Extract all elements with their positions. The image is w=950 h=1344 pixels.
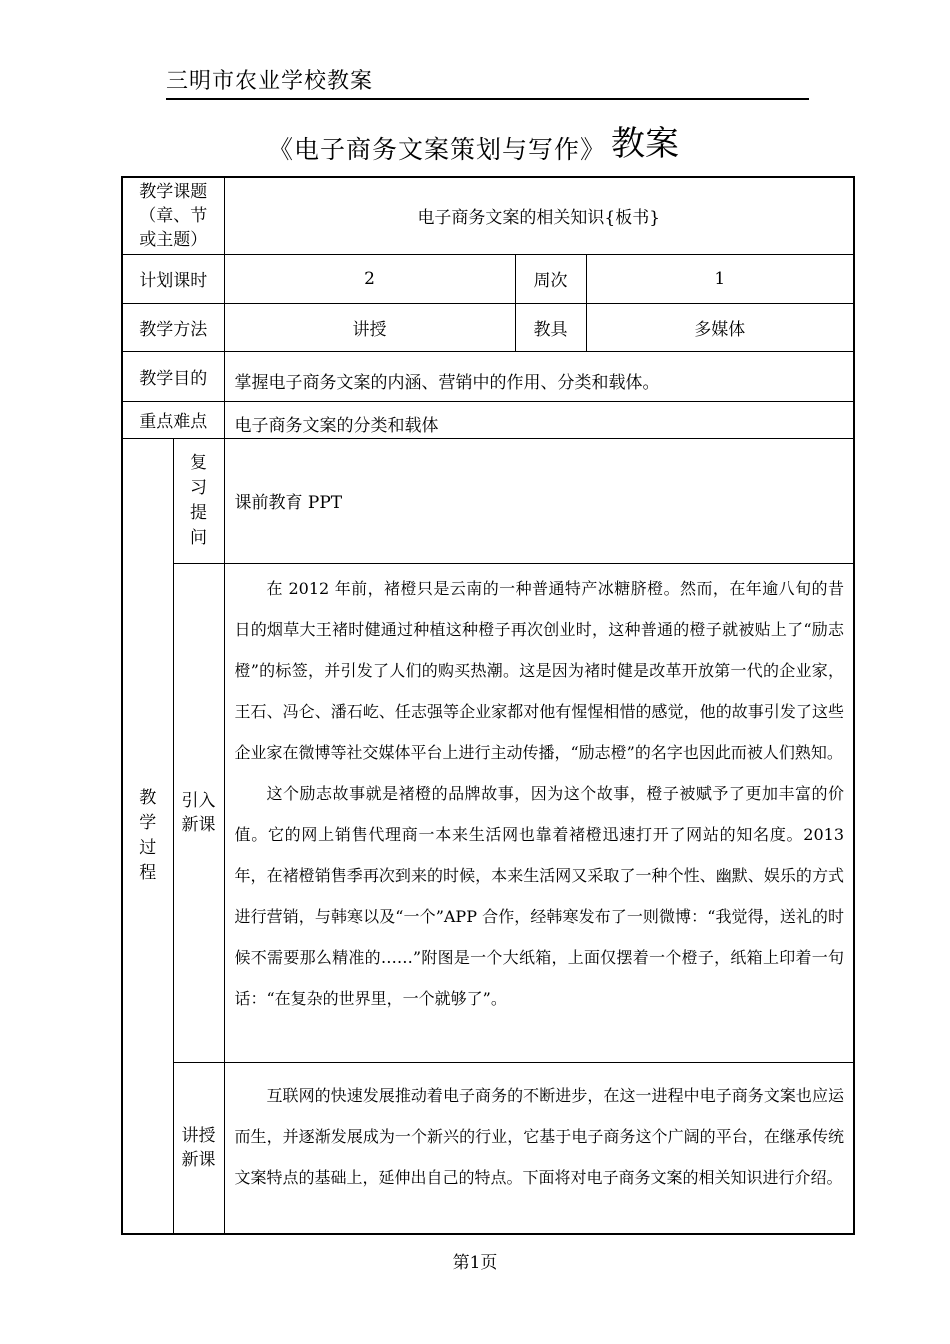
document-title-suffix: 教案 <box>611 124 679 164</box>
method-row <box>122 303 854 351</box>
intro-paragraph: 在 2012 年前，褚橙只是云南的一种普通特产冰糖脐橙。然而，在年逾八旬的昔日的烟草大王褚时健通过种植这种橙子再次创业时，这种普通的橙子就被贴上了“励志橙”的标签，并引发了人们的购买热潮。这是因为褚时健是改革开放第一代的企业家，王石、冯仑、潘石屹、任志强等企业家都对他有惺惺相惜的感觉，他的故事引发了这些企业家在微博等社交媒体平台上进行主动传播，“励志橙”的名字也因此而被人们熟知。 <box>234 578 845 762</box>
key-points-label: 重点难点 <box>122 401 224 438</box>
review-content: 课前教育 PPT <box>224 438 854 563</box>
hours-label: 计划课时 <box>122 254 224 303</box>
lecture-paragraph: 互联网的快速发展推动着电子商务的不断进步，在这一进程中电子商务文案也应运而生，并逐渐发展成为一个新兴的行业，它基于电子商务这个广阔的平台，在继承传统文案特点的基础上，延伸出自己的特点。下面将对电子商务文案的相关知识进行介绍。 <box>234 1085 845 1187</box>
topic-label-line2: （章、节 <box>139 205 208 226</box>
page-number: 第1页 <box>452 1253 498 1273</box>
review-label-char: 问 <box>190 527 207 548</box>
intro-row <box>122 563 854 1062</box>
header-divider <box>166 98 809 100</box>
tools-label: 教具 <box>515 303 586 351</box>
topic-label-line1: 教学课题 <box>139 181 208 202</box>
lecture-label-line1: 讲授 <box>181 1125 216 1146</box>
method-label: 教学方法 <box>122 303 224 351</box>
review-label-char: 复 <box>190 452 207 473</box>
lecture-row <box>122 1062 854 1234</box>
objective-row <box>122 351 854 401</box>
review-label-char: 提 <box>190 502 207 523</box>
review-label-char: 习 <box>190 477 207 498</box>
intro-label <box>173 563 224 1062</box>
week-value: 1 <box>586 254 854 303</box>
intro-paragraph: 这个励志故事就是褚橙的品牌故事，因为这个故事，橙子被赋予了更加丰富的价值。它的网上销售代理商一本来生活网也靠着褚橙迅速打开了网站的知名度。2013 年，在褚橙销售季再次到来的时候，本来生活网又采取了一种个性、幽默、娱乐的方式进行营销，与韩寒以及“一个”APP 合作，经韩寒发布了一则微博：“我觉得，送礼的时候不需要那么精准的……”附图是一个大纸箱，上面仅摆着一个橙子，纸箱上印着一句话：“在复杂的世界里，一个就够了”。 <box>234 783 845 1008</box>
review-row <box>122 438 854 563</box>
key-points-value: 电子商务文案的分类和载体 <box>224 401 854 438</box>
process-label-char: 学 <box>139 812 157 833</box>
week-label: 周次 <box>515 254 586 303</box>
review-label <box>173 438 224 563</box>
process-label-char: 程 <box>139 862 157 883</box>
lecture-label <box>173 1062 224 1234</box>
process-label-char: 过 <box>139 837 157 858</box>
intro-content <box>224 563 854 1062</box>
lecture-label-line2: 新课 <box>181 1149 216 1170</box>
document-title: 《电子商务文案策划与写作》 <box>268 135 607 164</box>
key-points-row <box>122 401 854 438</box>
process-label-char: 教 <box>139 787 157 808</box>
hours-row <box>122 254 854 303</box>
topic-label-line3: 或主题） <box>139 229 208 250</box>
tools-value: 多媒体 <box>586 303 854 351</box>
process-label <box>122 438 173 1234</box>
topic-label <box>122 177 224 254</box>
method-value: 讲授 <box>224 303 515 351</box>
intro-label-line1: 引入 <box>181 790 216 811</box>
topic-row <box>122 177 854 254</box>
school-header-title: 三明市农业学校教案 <box>166 69 374 94</box>
lesson-plan-table <box>121 176 855 1235</box>
objective-value: 掌握电子商务文案的内涵、营销中的作用、分类和载体。 <box>224 351 854 401</box>
topic-value: 电子商务文案的相关知识{板书} <box>224 177 854 254</box>
intro-label-line2: 新课 <box>181 814 216 835</box>
objective-label: 教学目的 <box>122 351 224 401</box>
hours-value: 2 <box>224 254 515 303</box>
lecture-content <box>224 1062 854 1234</box>
